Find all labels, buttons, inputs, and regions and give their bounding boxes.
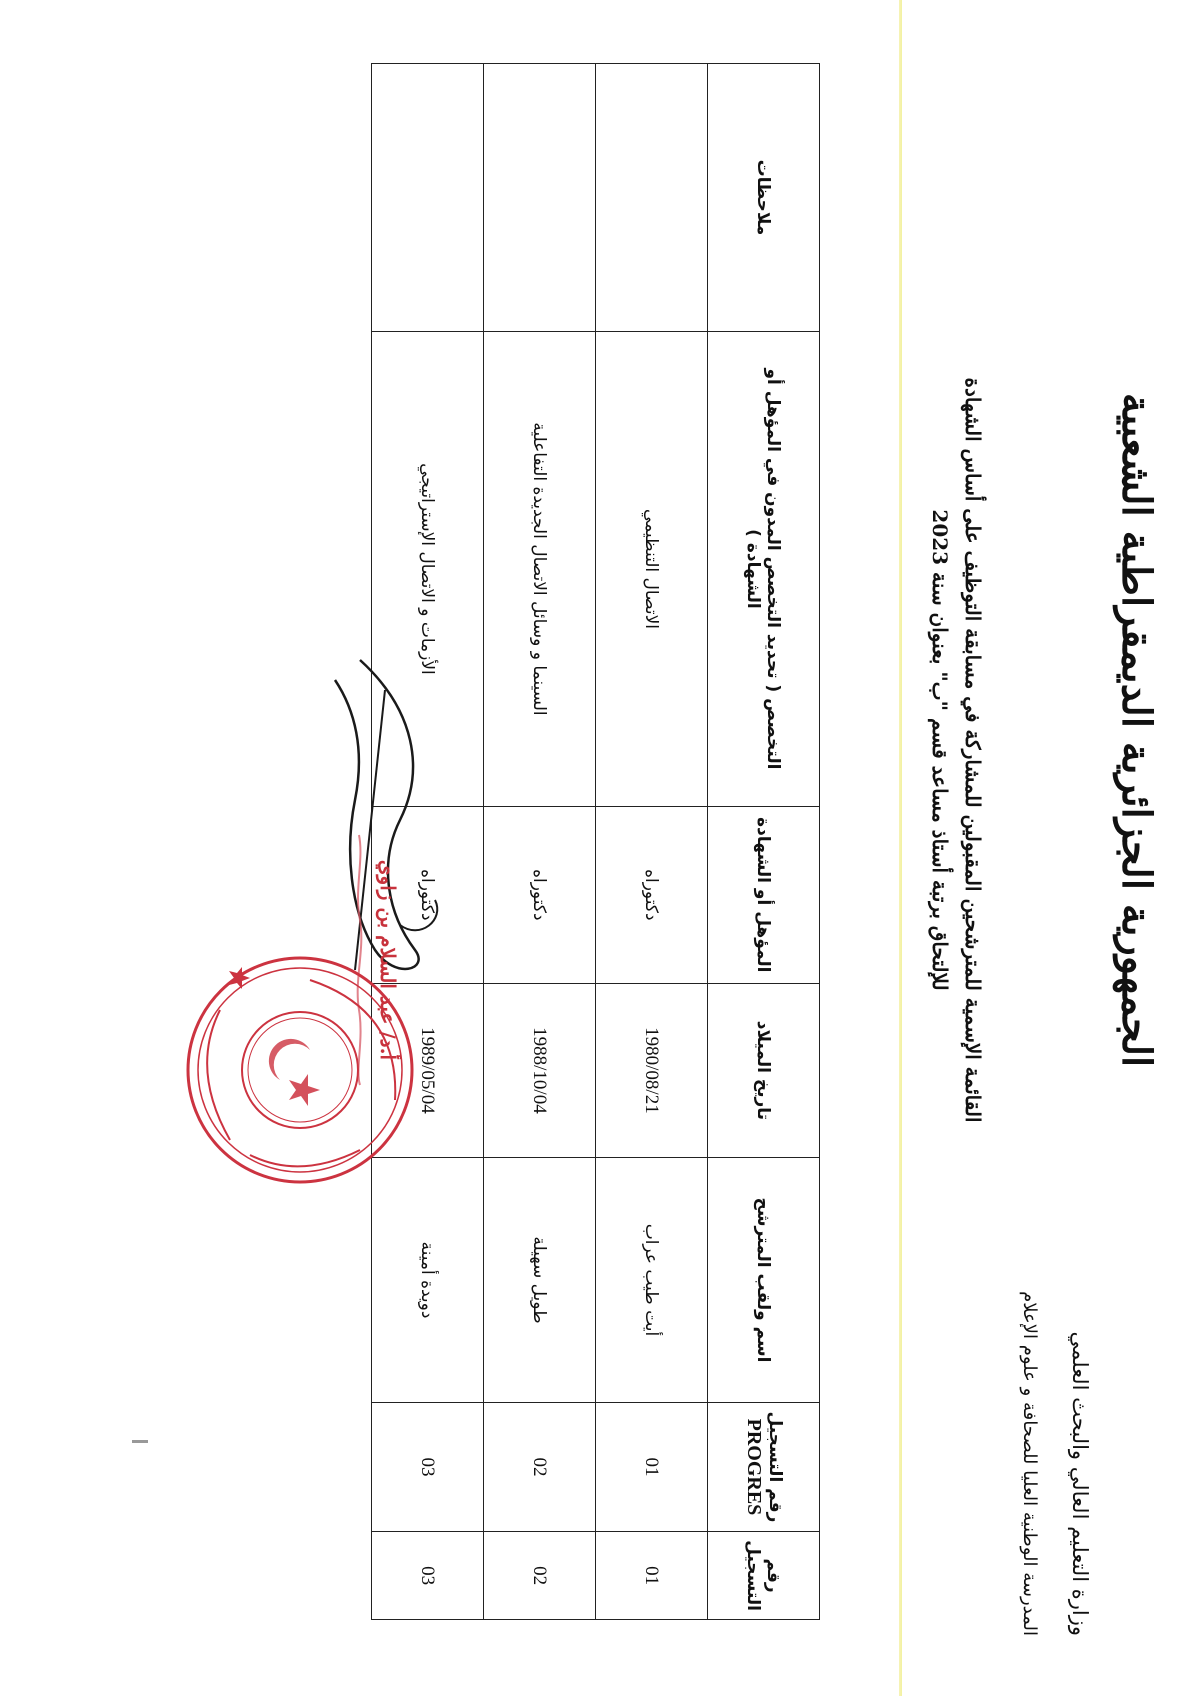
col-header-degree: المؤهل أو الشهادة <box>708 806 820 983</box>
cell-birth: 1988/10/04 <box>484 983 596 1158</box>
cell-spec: الأزمات و الاتصال الإستراتيجي <box>372 331 484 806</box>
table-row <box>596 64 708 1620</box>
signer-name: أ.د/ عبد السلام بن زاوي <box>376 859 400 1061</box>
col-header-name: اسم ولقب المترشح <box>708 1158 820 1403</box>
cell-spec: السينما و وسائل الاتصال الجديدة التفاعلية <box>484 331 596 806</box>
cell-progres: 02 <box>484 1402 596 1531</box>
col-header-notes: ملاحظات <box>708 64 820 332</box>
cell-notes <box>372 64 484 332</box>
cell-degree: دكتوراه <box>372 806 484 983</box>
cell-name: طويل سهيلة <box>484 1158 596 1403</box>
ministry-name: وزارة التعليم العالي والبحث العلمي <box>1068 1331 1092 1636</box>
col-header-num: رقم التسجيل <box>708 1532 820 1620</box>
col-header-spec: التخصص ( تحديد التخصص المدون في المؤهل أو الشهادة ) <box>708 331 820 806</box>
cell-birth: 1980/08/21 <box>596 983 708 1158</box>
cell-name: دويدة أمينة <box>372 1158 484 1403</box>
cell-degree: دكتوراه <box>484 806 596 983</box>
cell-notes <box>596 64 708 332</box>
cell-name: أيت طيب عراب <box>596 1158 708 1403</box>
cell-birth: 1989/05/04 <box>372 983 484 1158</box>
col-header-birth: تاريخ الميلاد <box>708 983 820 1158</box>
cell-progres: 03 <box>372 1402 484 1531</box>
col-header-progres-code: PROGRES <box>743 1418 765 1516</box>
scan-artifact-line <box>899 0 902 1696</box>
official-stamp <box>180 950 420 1190</box>
table-row <box>484 64 596 1620</box>
cell-progres: 01 <box>596 1402 708 1531</box>
table-header-row <box>708 64 820 1620</box>
school-name: المدرسة الوطنية العليا للصحافة و علوم الإعلام <box>1019 1291 1040 1636</box>
list-title: القائمة الإسمية للمترشحين المقبولين للمشاركة في مسابقة التوظيف على أساس الشهادة <box>961 377 985 1123</box>
col-header-progres-label: رقم التسجيل <box>765 1411 785 1523</box>
scan-mark <box>132 1440 148 1443</box>
country-title: الجمهورية الجزائرية الديمقراطية الشعبية <box>1113 392 1160 1068</box>
col-header-progres <box>708 1402 820 1531</box>
list-subtitle: للإلتحاق برتبة أستاذ مساعد قسم "ب" بعنوان سنة 2023 <box>928 509 952 991</box>
cell-degree: دكتوراه <box>596 806 708 983</box>
cell-notes <box>484 64 596 332</box>
cell-spec: الاتصال التنظيمي <box>596 331 708 806</box>
cell-num: 03 <box>372 1532 484 1620</box>
cell-num: 01 <box>596 1532 708 1620</box>
cell-num: 02 <box>484 1532 596 1620</box>
